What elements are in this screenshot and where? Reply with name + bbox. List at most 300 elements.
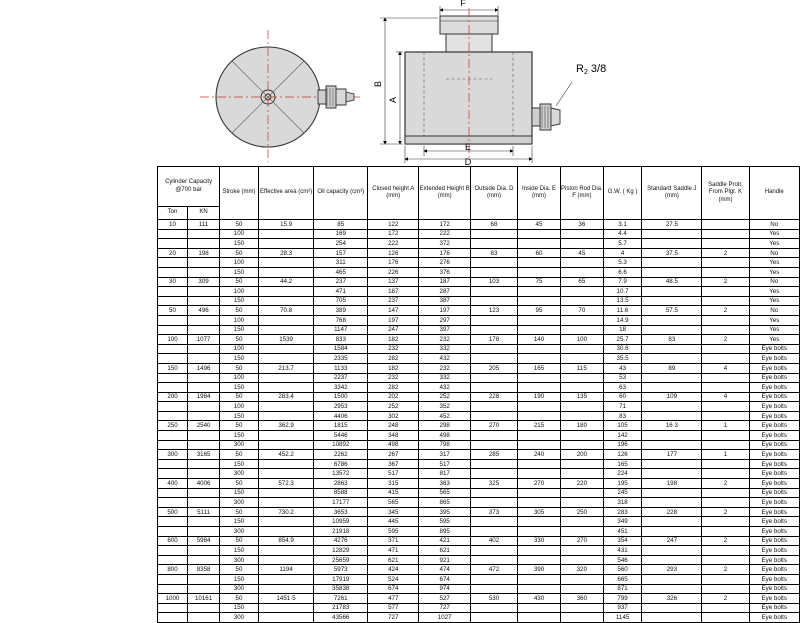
table-row bbox=[158, 574, 800, 584]
table-cell: 465 bbox=[314, 267, 368, 277]
table-row bbox=[158, 517, 800, 527]
table-row bbox=[158, 584, 800, 594]
table-cell bbox=[470, 440, 517, 450]
table-cell bbox=[560, 354, 603, 364]
table-cell: 5984 bbox=[188, 536, 220, 546]
table-cell: 50 bbox=[220, 594, 259, 604]
table-cell: 226 bbox=[368, 267, 419, 277]
table-cell bbox=[158, 517, 188, 527]
table-cell: 60 bbox=[518, 248, 561, 258]
table-cell bbox=[702, 411, 749, 421]
table-cell: 498 bbox=[419, 431, 470, 441]
table-cell: 60 bbox=[603, 392, 642, 402]
table-cell: 317 bbox=[419, 450, 470, 460]
table-cell: 300 bbox=[220, 469, 259, 479]
table-cell: 103 bbox=[470, 277, 517, 287]
table-cell: 430 bbox=[518, 594, 561, 604]
table-cell: 1451·5 bbox=[258, 594, 314, 604]
table-cell: 530 bbox=[470, 594, 517, 604]
table-cell: 45 bbox=[560, 248, 603, 258]
table-cell: 178 bbox=[470, 335, 517, 345]
table-cell bbox=[518, 402, 561, 412]
table-cell bbox=[158, 469, 188, 479]
table-cell bbox=[642, 239, 702, 249]
table-cell: 674 bbox=[419, 574, 470, 584]
table-cell bbox=[642, 584, 702, 594]
table-cell: Yes bbox=[749, 258, 799, 268]
table-cell: 2 bbox=[702, 565, 749, 575]
table-cell: Yes bbox=[749, 325, 799, 335]
header-stroke: Stroke (mm) bbox=[220, 167, 259, 220]
cylinder-front-view bbox=[380, 6, 572, 163]
table-cell: 311 bbox=[314, 258, 368, 268]
table-cell bbox=[258, 613, 314, 623]
table-cell: 5446 bbox=[314, 431, 368, 441]
table-cell bbox=[642, 488, 702, 498]
table-cell: 232 bbox=[368, 373, 419, 383]
header-standard-saddle: Standard Saddle J (mm) bbox=[642, 167, 702, 220]
table-cell: 13572 bbox=[314, 469, 368, 479]
table-cell bbox=[642, 402, 702, 412]
table-cell bbox=[258, 315, 314, 325]
table-row bbox=[158, 306, 800, 316]
table-cell: 1145 bbox=[603, 613, 642, 623]
table-cell bbox=[642, 373, 702, 383]
table-cell: 20 bbox=[158, 248, 188, 258]
table-cell: 4276 bbox=[314, 536, 368, 546]
table-cell: 250 bbox=[560, 507, 603, 517]
table-cell bbox=[188, 498, 220, 508]
table-cell: 105 bbox=[603, 421, 642, 431]
table-cell: 45 bbox=[518, 220, 561, 230]
table-cell bbox=[470, 431, 517, 441]
table-row bbox=[158, 459, 800, 469]
table-cell bbox=[470, 469, 517, 479]
table-cell: 10.7 bbox=[603, 287, 642, 297]
table-row bbox=[158, 479, 800, 489]
table-cell bbox=[188, 354, 220, 364]
table-cell bbox=[470, 613, 517, 623]
table-cell bbox=[258, 373, 314, 383]
table-cell: 25.7 bbox=[603, 335, 642, 345]
table-row bbox=[158, 536, 800, 546]
table-cell bbox=[188, 574, 220, 584]
table-cell bbox=[188, 527, 220, 537]
table-cell bbox=[158, 267, 188, 277]
table-cell bbox=[702, 267, 749, 277]
table-cell: 730.2 bbox=[258, 507, 314, 517]
table-cell: 395 bbox=[419, 507, 470, 517]
table-cell: 13.5 bbox=[603, 296, 642, 306]
table-cell: 1194 bbox=[258, 565, 314, 575]
table-cell bbox=[518, 469, 561, 479]
table-cell bbox=[188, 613, 220, 623]
table-cell bbox=[702, 402, 749, 412]
table-cell: Eye bolts bbox=[749, 498, 799, 508]
table-cell bbox=[518, 603, 561, 613]
table-cell: 6786 bbox=[314, 459, 368, 469]
table-cell: 283.4 bbox=[258, 392, 314, 402]
table-cell: 2 bbox=[702, 479, 749, 489]
table-cell: Eye bolts bbox=[749, 594, 799, 604]
table-cell: 300 bbox=[220, 498, 259, 508]
table-cell bbox=[560, 239, 603, 249]
table-cell: 4.4 bbox=[603, 229, 642, 239]
table-cell: 147 bbox=[368, 306, 419, 316]
table-cell: 1 bbox=[702, 450, 749, 460]
table-cell bbox=[702, 373, 749, 383]
table-cell bbox=[642, 258, 702, 268]
table-cell bbox=[158, 402, 188, 412]
table-cell: 527 bbox=[419, 594, 470, 604]
table-cell bbox=[518, 411, 561, 421]
table-cell: 705 bbox=[314, 296, 368, 306]
table-cell: 397 bbox=[419, 325, 470, 335]
table-cell: 665 bbox=[603, 574, 642, 584]
table-cell bbox=[560, 469, 603, 479]
table-cell: 157 bbox=[314, 248, 368, 258]
table-cell bbox=[642, 603, 702, 613]
table-cell bbox=[470, 498, 517, 508]
table-cell bbox=[518, 354, 561, 364]
table-cell: 565 bbox=[419, 488, 470, 498]
table-cell: Yes bbox=[749, 335, 799, 345]
table-cell: 100 bbox=[220, 344, 259, 354]
table-cell: 100 bbox=[560, 335, 603, 345]
table-cell: No bbox=[749, 248, 799, 258]
table-row bbox=[158, 296, 800, 306]
table-cell bbox=[518, 517, 561, 527]
table-cell: 5973 bbox=[314, 565, 368, 575]
table-cell: Eye bolts bbox=[749, 527, 799, 537]
table-cell: 320 bbox=[560, 565, 603, 575]
table-cell: 293 bbox=[642, 565, 702, 575]
table-cell: 100 bbox=[220, 315, 259, 325]
table-cell bbox=[518, 584, 561, 594]
table-cell bbox=[188, 383, 220, 393]
table-cell bbox=[642, 546, 702, 556]
table-cell: 424 bbox=[368, 565, 419, 575]
table-cell: 197 bbox=[368, 315, 419, 325]
table-row bbox=[158, 565, 800, 575]
table-cell: 373 bbox=[470, 507, 517, 517]
table-cell bbox=[560, 431, 603, 441]
table-cell: 109 bbox=[642, 392, 702, 402]
header-piston-rod-dia: Piston Rod Dia. F (mm) bbox=[560, 167, 603, 220]
table-cell: 546 bbox=[603, 555, 642, 565]
table-cell bbox=[560, 344, 603, 354]
table-cell: Eye bolts bbox=[749, 373, 799, 383]
header-gross-weight: G.W. ( Kg ) bbox=[603, 167, 642, 220]
table-cell bbox=[188, 411, 220, 421]
table-cell: 3165 bbox=[188, 450, 220, 460]
table-row bbox=[158, 450, 800, 460]
table-cell: Eye bolts bbox=[749, 584, 799, 594]
table-cell: 30.6 bbox=[603, 344, 642, 354]
table-cell: 276 bbox=[419, 258, 470, 268]
table-cell: 187 bbox=[368, 287, 419, 297]
table-cell: 177 bbox=[642, 450, 702, 460]
dim-label-B: B bbox=[373, 80, 383, 88]
table-cell: 205 bbox=[470, 363, 517, 373]
table-cell bbox=[560, 459, 603, 469]
table-cell: 283 bbox=[603, 507, 642, 517]
table-cell: 21783 bbox=[314, 603, 368, 613]
table-cell: 15.9 bbox=[258, 220, 314, 230]
table-cell bbox=[470, 527, 517, 537]
table-cell: 21918 bbox=[314, 527, 368, 537]
table-cell: 2 bbox=[702, 306, 749, 316]
table-cell: 1147 bbox=[314, 325, 368, 335]
table-cell bbox=[560, 373, 603, 383]
table-cell bbox=[642, 498, 702, 508]
table-row bbox=[158, 507, 800, 517]
table-cell: 798 bbox=[419, 440, 470, 450]
table-row bbox=[158, 594, 800, 604]
table-row bbox=[158, 373, 800, 383]
table-cell: 200 bbox=[158, 392, 188, 402]
table-cell: 496 bbox=[188, 306, 220, 316]
table-cell: 287 bbox=[419, 287, 470, 297]
table-cell bbox=[258, 239, 314, 249]
table-cell bbox=[560, 613, 603, 623]
table-cell bbox=[258, 431, 314, 441]
table-cell: 315 bbox=[368, 479, 419, 489]
table-cell: 100 bbox=[220, 229, 259, 239]
table-cell: 50 bbox=[220, 565, 259, 575]
table-cell: 50 bbox=[158, 306, 188, 316]
table-cell: 182 bbox=[368, 363, 419, 373]
table-cell: 165 bbox=[518, 363, 561, 373]
table-cell bbox=[470, 287, 517, 297]
table-cell: 421 bbox=[419, 536, 470, 546]
table-cell: Eye bolts bbox=[749, 421, 799, 431]
table-cell bbox=[702, 258, 749, 268]
header-oil-capacity: Oil capacity (cm³) bbox=[314, 167, 368, 220]
table-cell: 2 bbox=[702, 594, 749, 604]
table-cell: 298 bbox=[419, 421, 470, 431]
table-cell bbox=[560, 383, 603, 393]
table-cell: 1 bbox=[702, 421, 749, 431]
table-cell: 150 bbox=[220, 296, 259, 306]
table-cell: 300 bbox=[220, 555, 259, 565]
table-cell bbox=[642, 287, 702, 297]
table-cell bbox=[702, 431, 749, 441]
table-cell: 150 bbox=[220, 239, 259, 249]
table-cell bbox=[702, 354, 749, 364]
table-cell: Yes bbox=[749, 267, 799, 277]
table-cell: Eye bolts bbox=[749, 536, 799, 546]
table-cell bbox=[518, 267, 561, 277]
cylinder-top-view bbox=[200, 30, 360, 162]
table-cell bbox=[518, 527, 561, 537]
table-cell bbox=[188, 546, 220, 556]
table-cell: Eye bolts bbox=[749, 402, 799, 412]
table-cell bbox=[470, 344, 517, 354]
header-capacity: Cylinder Capacity @700 bar bbox=[158, 167, 220, 207]
table-cell bbox=[258, 344, 314, 354]
table-cell bbox=[188, 431, 220, 441]
table-cell: 237 bbox=[314, 277, 368, 287]
product-drawing bbox=[0, 0, 800, 165]
table-cell: 150 bbox=[220, 411, 259, 421]
table-cell bbox=[642, 315, 702, 325]
table-cell bbox=[158, 229, 188, 239]
table-cell: 150 bbox=[220, 325, 259, 335]
table-cell bbox=[702, 613, 749, 623]
table-cell: 367 bbox=[368, 459, 419, 469]
table-cell bbox=[470, 517, 517, 527]
table-cell: 865 bbox=[419, 498, 470, 508]
header-inside-dia: Inside Dia. E (mm) bbox=[518, 167, 561, 220]
table-cell: 560 bbox=[603, 565, 642, 575]
table-cell bbox=[702, 296, 749, 306]
table-cell bbox=[188, 344, 220, 354]
table-cell bbox=[158, 239, 188, 249]
table-cell: 895 bbox=[419, 527, 470, 537]
table-cell: Yes bbox=[749, 296, 799, 306]
table-cell: 100 bbox=[220, 373, 259, 383]
table-cell: 300 bbox=[220, 584, 259, 594]
dim-label-D: D bbox=[464, 157, 472, 166]
table-cell bbox=[560, 440, 603, 450]
table-cell bbox=[188, 603, 220, 613]
table-cell: 137 bbox=[368, 277, 419, 287]
table-cell: Eye bolts bbox=[749, 392, 799, 402]
table-cell: 5.7 bbox=[603, 239, 642, 249]
table-cell bbox=[258, 402, 314, 412]
header-closed-height: Closed height A (mm) bbox=[368, 167, 419, 220]
table-cell: 245 bbox=[603, 488, 642, 498]
table-cell: 172 bbox=[419, 220, 470, 230]
table-header bbox=[158, 167, 800, 220]
table-row bbox=[158, 248, 800, 258]
table-cell: 224 bbox=[603, 469, 642, 479]
table-cell bbox=[518, 546, 561, 556]
table-cell: 2 bbox=[702, 507, 749, 517]
table-cell: 10161 bbox=[188, 594, 220, 604]
table-cell bbox=[518, 431, 561, 441]
table-cell: 65 bbox=[560, 277, 603, 287]
table-cell: 150 bbox=[220, 546, 259, 556]
table-cell: 150 bbox=[220, 459, 259, 469]
table-row bbox=[158, 315, 800, 325]
table-cell bbox=[158, 546, 188, 556]
header-kn: KN bbox=[188, 207, 220, 220]
table-cell: 200 bbox=[560, 450, 603, 460]
table-cell: 16 3 bbox=[642, 421, 702, 431]
table-cell: 252 bbox=[368, 402, 419, 412]
table-cell bbox=[470, 296, 517, 306]
table-row bbox=[158, 402, 800, 412]
table-cell bbox=[560, 574, 603, 584]
table-row bbox=[158, 546, 800, 556]
table-cell bbox=[188, 325, 220, 335]
table-cell: 17177 bbox=[314, 498, 368, 508]
table-cell: 387 bbox=[419, 296, 470, 306]
table-cell: Eye bolts bbox=[749, 411, 799, 421]
table-cell bbox=[470, 488, 517, 498]
table-cell: 2863 bbox=[314, 479, 368, 489]
table-cell bbox=[642, 527, 702, 537]
table-cell bbox=[258, 469, 314, 479]
table-cell: Eye bolts bbox=[749, 469, 799, 479]
table-cell: 150 bbox=[220, 517, 259, 527]
table-cell bbox=[642, 229, 702, 239]
table-cell: 1133 bbox=[314, 363, 368, 373]
table-cell: 833 bbox=[314, 335, 368, 345]
table-cell: 517 bbox=[419, 459, 470, 469]
table-cell: 431 bbox=[603, 546, 642, 556]
table-cell: 595 bbox=[368, 527, 419, 537]
table-cell bbox=[258, 258, 314, 268]
table-cell bbox=[188, 267, 220, 277]
table-cell: 937 bbox=[603, 603, 642, 613]
table-cell: 282 bbox=[368, 354, 419, 364]
table-cell: Eye bolts bbox=[749, 613, 799, 623]
table-cell: 50 bbox=[220, 421, 259, 431]
table-cell: 1500 bbox=[314, 392, 368, 402]
table-cell: 250 bbox=[158, 421, 188, 431]
table-cell bbox=[642, 517, 702, 527]
table-cell: 30 bbox=[158, 277, 188, 287]
table-cell bbox=[702, 517, 749, 527]
table-cell: 50 bbox=[220, 450, 259, 460]
table-row bbox=[158, 431, 800, 441]
table-cell bbox=[470, 229, 517, 239]
table-cell bbox=[702, 229, 749, 239]
table-cell: 4006 bbox=[188, 479, 220, 489]
table-cell: 215 bbox=[518, 421, 561, 431]
table-cell: 232 bbox=[419, 363, 470, 373]
table-row bbox=[158, 344, 800, 354]
table-cell: 349 bbox=[603, 517, 642, 527]
table-cell bbox=[258, 546, 314, 556]
table-cell bbox=[642, 440, 702, 450]
table-cell bbox=[702, 315, 749, 325]
table-cell: 70.8 bbox=[258, 306, 314, 316]
table-cell bbox=[188, 488, 220, 498]
table-cell: Eye bolts bbox=[749, 344, 799, 354]
table-cell: 517 bbox=[368, 469, 419, 479]
table-cell: 35838 bbox=[314, 584, 368, 594]
dim-label-F: F bbox=[460, 0, 466, 8]
table-cell: 1984 bbox=[188, 392, 220, 402]
table-cell: Yes bbox=[749, 229, 799, 239]
table-cell: Eye bolts bbox=[749, 507, 799, 517]
table-cell: No bbox=[749, 277, 799, 287]
table-row bbox=[158, 411, 800, 421]
table-cell bbox=[188, 229, 220, 239]
table-cell: 345 bbox=[368, 507, 419, 517]
table-cell bbox=[518, 239, 561, 249]
table-cell: Yes bbox=[749, 287, 799, 297]
table-cell bbox=[188, 402, 220, 412]
table-cell: 254 bbox=[314, 239, 368, 249]
table-cell bbox=[518, 613, 561, 623]
header-handle: Handle bbox=[749, 167, 799, 220]
table-cell bbox=[258, 229, 314, 239]
table-cell: 1815 bbox=[314, 421, 368, 431]
table-cell bbox=[470, 603, 517, 613]
table-row bbox=[158, 469, 800, 479]
table-cell bbox=[560, 488, 603, 498]
table-cell bbox=[702, 325, 749, 335]
table-cell: Eye bolts bbox=[749, 574, 799, 584]
table-cell: 1584 bbox=[314, 344, 368, 354]
table-cell bbox=[188, 555, 220, 565]
table-cell: 18 bbox=[603, 325, 642, 335]
